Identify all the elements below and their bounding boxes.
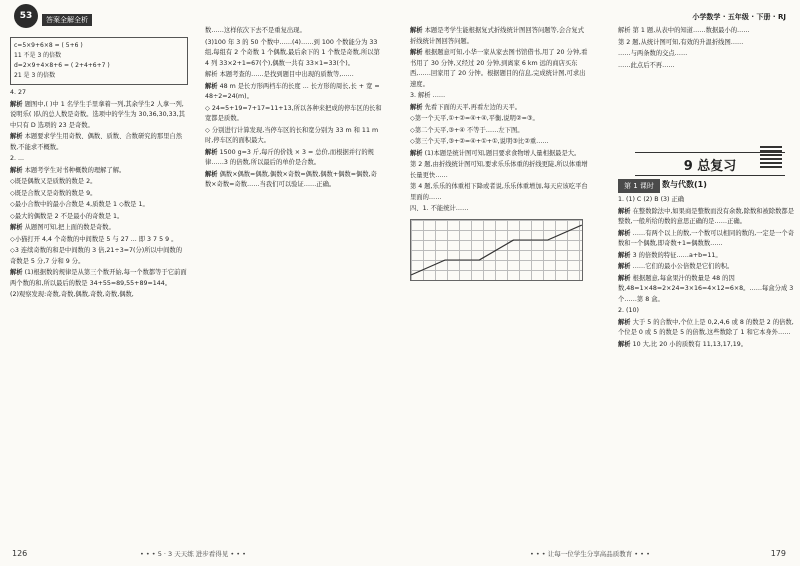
text-line: ◇既是偶数又是质数的数是 2。: [10, 178, 97, 185]
analysis-label: 解析: [10, 166, 23, 174]
text-line: ◇既是合数又是奇数的数是 9。: [10, 189, 97, 197]
text-line: ◇第三个天平,③+②=④+①+①,说明③比②重……: [410, 138, 549, 145]
text-line: 解析 (1)根据数的规律是从第三个数开始,每一个数都等于它前面两个数的和,所以最后的数是 34+55=89,55+89=144。: [10, 269, 187, 287]
text-line: 解析 ……有两个以上的数,一个数可以相同的数的,一定是一个奇数和一个偶数,即奇数+1=偶数数……: [618, 229, 795, 247]
text-line: 2. ...: [10, 155, 25, 162]
text-line: 解析 在整数除法中,如果商是整数而没有余数,除数和被除数都是整数,一般所给的数的意思正确的是……正确。: [618, 207, 795, 225]
text-line: 解析 根据题意可知,小华一家从家去图书馆借书,用了 20 分钟,看书用了 30 分钟,又经过 20 分钟,到离家 6 km 远的商店买东西,……回家用了 20 分钟。根据题目的信息,完成统计图,可求出速度。: [410, 49, 588, 88]
text-line: d=2×9+4×8+6 = ( 2+4+6+7 ): [14, 62, 110, 69]
text-line: (2)观察发现:奇数,奇数,偶数,奇数,奇数,偶数,: [10, 291, 134, 298]
line-graph-figure: [410, 219, 583, 281]
text-line: 四、1. 不能统计……: [410, 205, 469, 212]
text-line: 数……这样依次下去不是重复出现。: [205, 27, 306, 34]
text-line: 11 不是 3 的倍数: [14, 52, 62, 59]
text-line: 解析 题图中,( )中 1 名学生手里拿着一列,其余学生2 人拿一列,说明乐( )队的总人数是奇数。选项中的学生为 30,36,30,33,其中只有 D 选项的 23 是奇数。: [10, 100, 185, 129]
text-line: 21 是 3 的倍数: [14, 72, 56, 79]
graph-line: [411, 225, 582, 275]
text-line: 3. 解析 ……: [410, 92, 446, 99]
lesson-tag: 第 1 课时: [618, 179, 660, 193]
text-line: 解析 本题考查的……是找到题目中出现的质数等,……: [205, 71, 354, 78]
text-line: 第 2 题,从统计图可知,有效的升温折线图……: [618, 38, 744, 46]
text-line: 解析 本题要求学生用奇数、偶数、质数、合数研究的那里自然数,不能求不概数。: [10, 133, 183, 151]
text-line: ◇第二个天平,③+④ 不等于……左下图。: [410, 126, 524, 134]
text-line: 解析 先看下面的天平,再看左边的天平。: [410, 103, 522, 111]
text-line: 1. (1) C (2) B (3) 正确: [618, 196, 685, 203]
right-column-2-lower: [618, 195, 796, 351]
text-line: ◇最大的偶数是 2 不是最小的奇数是 1。: [10, 212, 124, 220]
footer-slogan: • • • 5 · 3 天天练 进步看得见 • • •: [140, 550, 247, 558]
text-line: 解析 第 1 题,从表中的知道……数据最小的……: [618, 27, 750, 34]
lesson-title: 数与代数(1): [662, 180, 707, 189]
text-line: 解析 从题图可知,把上面的数是奇数。: [10, 224, 115, 231]
right-column-2: [618, 26, 796, 72]
text-line: 解析 偶数×偶数=偶数,偶数×奇数=偶数,偶数+偶数=偶数,奇数×奇数=奇数……当我们可以验证……正确。: [205, 170, 377, 188]
text-line: 4. 27: [10, 89, 27, 96]
analysis-label: 解析: [618, 207, 631, 215]
analysis-label: 解析: [205, 170, 218, 178]
text-line: 解析 10 大,比 20 小的质数有 11,13,17,19。: [618, 340, 748, 348]
calculation-box: [10, 37, 188, 85]
text-line: 2. (10): [618, 307, 639, 314]
brand-badge: 答案全解全析: [42, 14, 92, 26]
text-line: ◇3 连续奇数的和是中间数的 3 倍,21÷3=7(分)所以中间数的奇数是 5 分,7 分和 9 分。: [10, 247, 182, 265]
analysis-label: 解析: [410, 27, 423, 34]
analysis-label: 解析: [205, 82, 218, 90]
analysis-label: 解析: [10, 224, 23, 231]
text-line: ◇第一个天平,①+②=④+④,平衡,说明②=③。: [410, 115, 539, 122]
analysis-label: 解析: [618, 263, 631, 270]
right-column-1: [410, 26, 588, 281]
chapter-title: 9 总复习: [635, 152, 785, 176]
analysis-label: 解析: [618, 340, 631, 348]
analysis-label: 解析: [10, 269, 23, 276]
right-page: [400, 0, 800, 566]
page-number: 179: [770, 549, 786, 558]
text-line: 解析 根据题意,每盒果汁的数量是 48 的因数,48=1×48=2×24=3×16=4×12=6×8。……每盒分成 3 个……第 8 盒。: [618, 274, 794, 303]
text-line: c=5×9+6×8 = ( 5+6 ): [14, 42, 83, 49]
text-line: ◇最小合数中的最小合数是 4,质数是 1 ◇数是 1。: [10, 201, 149, 208]
line-graph-svg: [411, 220, 582, 280]
footer-slogan: • • • 让每一位学生分享高品质教育 • • •: [530, 550, 650, 558]
text-line: (3)100 年 3 的 50 个数中……(4)……到 100 个数能分为 33 组,每组有 2 个奇数 1 个偶数,最后余下的 1 个数是奇数,所以第 4 列 33×2+1=67(个),偶数一共有 33×1=33(个)。: [205, 38, 380, 67]
page-number: 126: [12, 549, 28, 558]
analysis-label: 解析: [410, 149, 423, 157]
text-line: 解析 大于 5 的合数中,个位上是 0,2,4,6 或 8 的数是 2 的倍数,个位是 0 或 5 的数是 5 的倍数,这些数除了 1 和它本身外……: [618, 318, 794, 336]
analysis-label: 解析: [10, 133, 23, 140]
text-line: ◇ 分别进行计算发现,当停车区的长和宽分别为 33 m 和 11 m 时,停车区的面积最大。: [205, 126, 379, 144]
left-column-1: [10, 34, 188, 302]
text-line: 解析 (1)本题是统计图可知,题目要求食物增人量相据最是大。: [410, 149, 581, 157]
text-line: 第 4 题,乐乐的体重相下降或者说,乐乐体重增加,每天应该吃平台里面的……: [410, 183, 588, 201]
text-line: 解析 ……它们的最小公倍数是它们的积。: [618, 263, 734, 270]
text-line: 解析 1500 g=3 斤,每斤的价钱 × 3 = 总价,而根据并行的规律……3 的倍数,所以最后的单价是合数。: [205, 148, 374, 166]
analysis-label: 解析: [618, 318, 631, 326]
text-line: 解析 本题考学生对书种概数的理解了解。: [10, 166, 126, 174]
text-line: ◇ 24=5+19=7+17=11+13,所以各种来把成的停车区的长和宽都是质数。: [205, 104, 382, 122]
text-line: 解析 本题是考学生能根据复式折线统计图回答问题等,会合复式折线统计图回答问题。: [410, 27, 585, 45]
left-column-2: [205, 26, 383, 192]
analysis-label: 解析: [205, 148, 218, 156]
text-line: ……此点后不再……: [618, 61, 675, 69]
analysis-label: 解析: [618, 229, 631, 237]
analysis-label: 解析: [410, 103, 423, 111]
analysis-label: 解析: [410, 49, 423, 56]
analysis-label: 解析: [618, 251, 631, 259]
text-line: ◇小猫打开 4,4 个奇数的中间数是 5 与 27 ... 即 3 7 5 9 。: [10, 235, 178, 243]
analysis-label: 解析: [618, 274, 631, 282]
subject-header: 小学数学 · 五年级 · 下册 · RJ: [692, 13, 786, 21]
text-line: ……与两条数的交点……: [618, 50, 688, 57]
brand-logo-icon: 53: [14, 4, 38, 28]
analysis-label: 解析: [10, 100, 23, 108]
text-line: 第 2 题,由折线统计图可知,要求乐乐体重的折线更陡,所以体重增长量更快……: [410, 161, 588, 179]
text-line: 解析 3 的倍数的特征……a+b=11。: [618, 251, 722, 259]
text-line: 解析 48 m 是长方形两档车的长度 ... 长方形的周长,长 + 宽 = 48÷2=24(m)。: [205, 82, 380, 100]
